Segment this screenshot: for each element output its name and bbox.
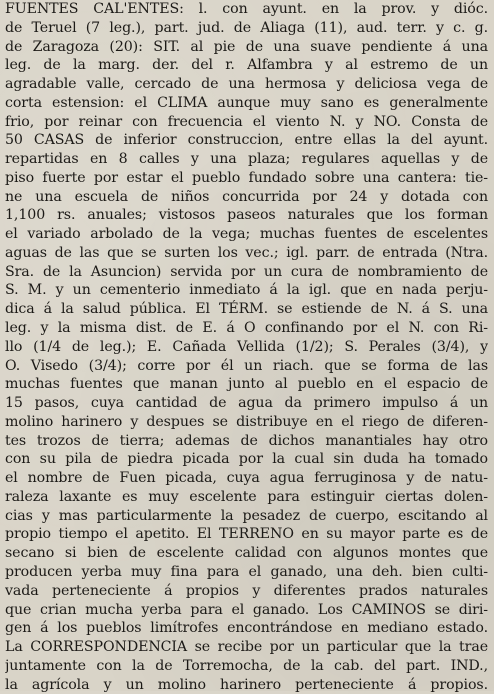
text-line: repartidas en 8 calles y una plaza; regulares aquellas y de (5, 151, 488, 168)
text-line: corta estension: el CLIMA aunque muy sano es generalmente (5, 94, 488, 111)
text-line: propio tiempo el apetito. El TERRENO en su mayor parte es de (5, 526, 488, 543)
text-line: el variado arbolado de la vega; muchas fuentes de escelentes (5, 226, 488, 243)
text-line: de Teruel (7 leg.), part. jud. de Aliaga (11), aud. terr. y c. g. (5, 19, 488, 36)
text-line: leg. y la misma dist. de E. á O confinando por el N. con Ri- (5, 320, 488, 337)
text-line: La CORRESPONDENCIA se recibe por un particular que la trae (5, 639, 488, 656)
text-line: muchas fuentes que manan junto al pueblo en el espacio de (5, 376, 488, 393)
text-line: la agrícola y un molino harinero perteneciente á propios. (5, 676, 488, 693)
text-line: 15 pasos, cuya cantidad de agua da primero impulso á un (5, 395, 488, 412)
text-line: el nombre de Fuen picada, cuya agua ferruginosa y de natu- (5, 470, 488, 487)
text-line: tes trozos de tierra; ademas de dichos manantiales hay otro (5, 432, 488, 449)
text-line: aguas de las que se surten los vec.; igl. parr. de entrada (Ntra. (5, 244, 488, 261)
text-line: FUENTES CAL'ENTES: l. con ayunt. en la prov. y dióc. (5, 1, 488, 17)
text-line: juntamente con la de Torremocha, de la cab. del part. IND., (5, 657, 488, 674)
text-line: leg. de la marg. der. del r. Alfambra y al estremo de un (5, 57, 488, 74)
text-line: que crian mucha yerba para el ganado. Los CAMINOS se diri- (5, 601, 488, 618)
text-line: gen á los pueblos limítrofes encontrándose en mediano estado. (5, 620, 488, 637)
text-line: O. Visedo (3/4); corre por él un riach. que se forma de las (5, 357, 488, 374)
text-line: de Zaragoza (20): SIT. al pie de una suave pendiente á una (5, 38, 488, 55)
text-line: molino harinero y despues se distribuye en el riego de diferen- (5, 413, 488, 430)
text-line: vada perteneciente á propios y diferentes prados naturales (5, 582, 488, 599)
text-line: piso fuerte por estar el pueblo fundado sobre una cantera: tie- (5, 169, 488, 186)
text-line: cias y mas particularmente la pesadez de cuerpo, escitando al (5, 507, 488, 524)
text-line: Sra. de la Asuncion) servida por un cura de nombramiento de (5, 263, 488, 280)
text-line: raleza laxante es muy escelente para estinguir ciertas dolen- (5, 488, 488, 505)
text-line: ne una escuela de niños concurrida por 24 y dotada con (5, 188, 488, 205)
text-line: frio, por reinar con frecuencia el viento N. y NO. Consta de (5, 113, 488, 130)
text-line: secano si bien de escelente calidad con algunos montes que (5, 545, 488, 562)
text-line: S. M. y un cementerio inmediato á la igl. que en nada perju- (5, 282, 488, 299)
text-line: 1,100 rs. anuales; vistosos paseos naturales que los forman (5, 207, 488, 224)
text-line: dica á la salud pública. El TÉRM. se estiende de N. á S. una (5, 301, 488, 318)
text-line: llo (1/4 de leg.); E. Cañada Vellida (1/2); S. Perales (3/4), y (5, 338, 488, 355)
text-line: agradable valle, cercado de una hermosa y deliciosa vega de (5, 76, 488, 93)
text-line: con su pila de piedra picada por la cual sin duda ha tomado (5, 451, 488, 468)
gazetteer-entry (5, 0, 488, 694)
text-line: producen yerba muy fina para el ganado, una deh. bien culti- (5, 563, 488, 580)
text-line: 50 CASAS de inferior construccion, entre ellas la del ayunt. (5, 132, 488, 149)
